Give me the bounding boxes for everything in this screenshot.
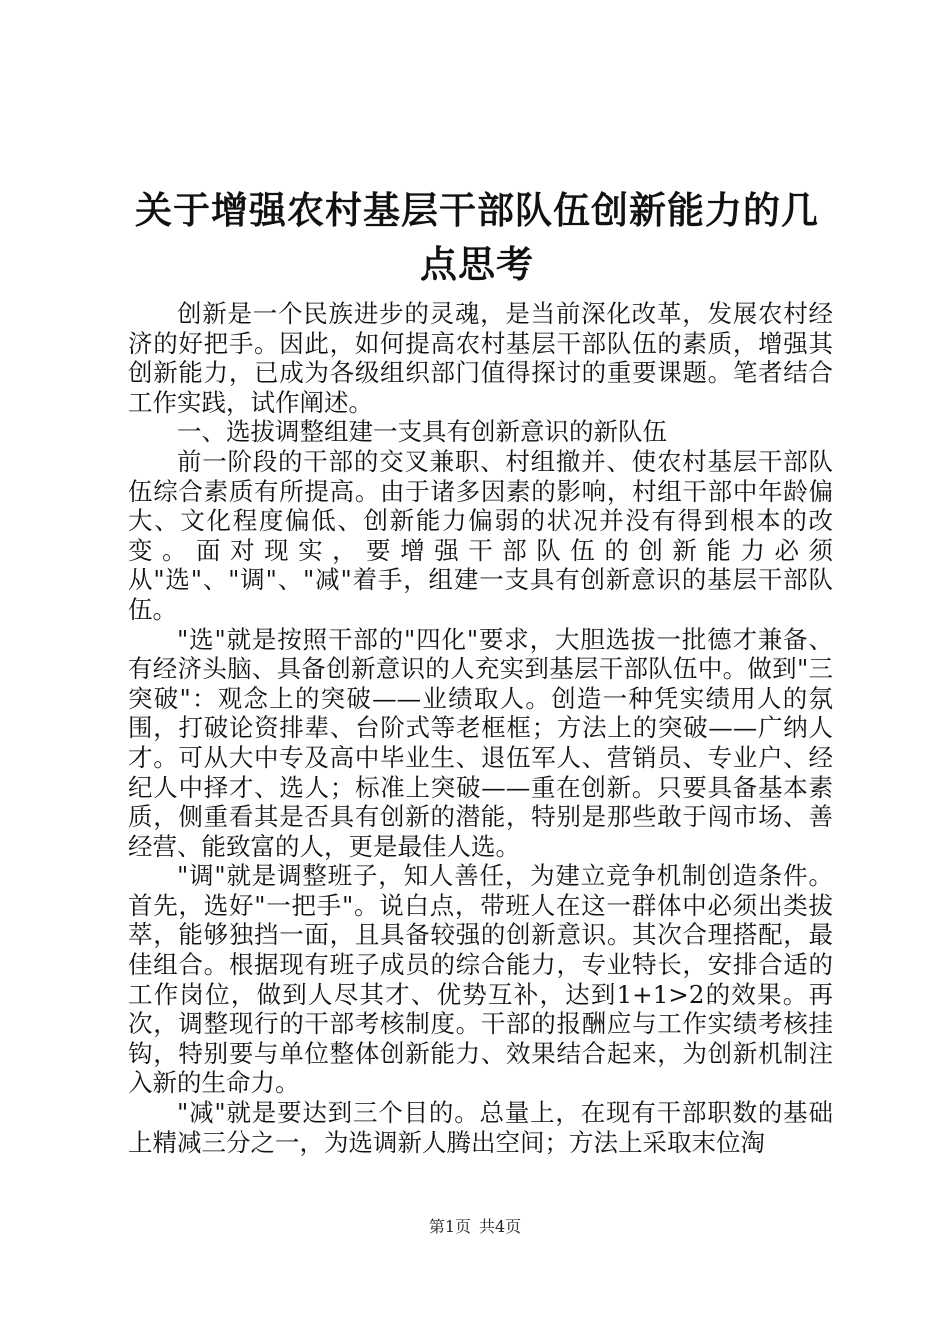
page-footer — [0, 1216, 950, 1238]
page-number: 第1页 — [428, 1217, 471, 1236]
document-title: 关于增强农村基层干部队伍创新能力的几点思考 — [135, 188, 819, 286]
section-heading: 一、选拔调整组建一支具有创新意识的新队伍 — [177, 417, 667, 447]
paragraph-reduce: "减"就是要达到三个目的。总量上，在现有干部职数的基础上精减三分之一，为选调新人腾出空间；方法上采取末位淘 — [128, 1098, 833, 1157]
paragraph-background: 前一阶段的干部的交叉兼职、村组撤并、使农村基层干部队伍综合素质有所提高。由于诸多因素的影响，村组干部中年龄偏大、文化程度偏低、创新能力偏弱的状况并没有得到根本的改变。面对现实，要增强干部队伍的创新能力必须从"选"、"调"、"减"着手，组建一支具有创新意识的基层干部队伍。 — [128, 446, 833, 624]
paragraph-adjust: "调"就是调整班子，知人善任，为建立竞争机制创造条件。首先，选好"一把手"。说白点，带班人在这一群体中必须出类拔萃，能够独挡一面，且具备较强的创新意识。其次合理搭配，最佳组合。根据现有班子成员的综合能力，专业特长，安排合适的工作岗位，做到人尽其才、优势互补，达到1+1>2的效果。再次，调整现行的干部考核制度。干部的报酬应与工作实绩考核挂钩，特别要与单位整体创新能力、效果结合起来，为创新机制注入新的生命力。 — [128, 861, 833, 1098]
page-total: 共4页 — [479, 1217, 522, 1236]
paragraph-select: "选"就是按照干部的"四化"要求，大胆选拔一批德才兼备、有经济头脑、具备创新意识的人充实到基层干部队伍中。做到"三突破"：观念上的突破——业绩取人。创造一种凭实绩用人的氛围，打破论资排辈、台阶式等老框框；方法上的突破——广纳人才。可从大中专及高中毕业生、退伍军人、营销员、专业户、经纪人中择才、选人；标准上突破——重在创新。只要具备基本素质，侧重看其是否具有创新的潜能，特别是那些敢于闯市场、善经营、能致富的人，更是最佳人选。 — [128, 624, 833, 861]
paragraph-intro: 创新是一个民族进步的灵魂，是当前深化改革，发展农村经济的好把手。因此，如何提高农村基层干部队伍的素质，增强其创新能力，已成为各级组织部门值得探讨的重要课题。笔者结合工作实践，试作阐述。 — [128, 299, 833, 417]
document-body — [128, 299, 833, 1157]
